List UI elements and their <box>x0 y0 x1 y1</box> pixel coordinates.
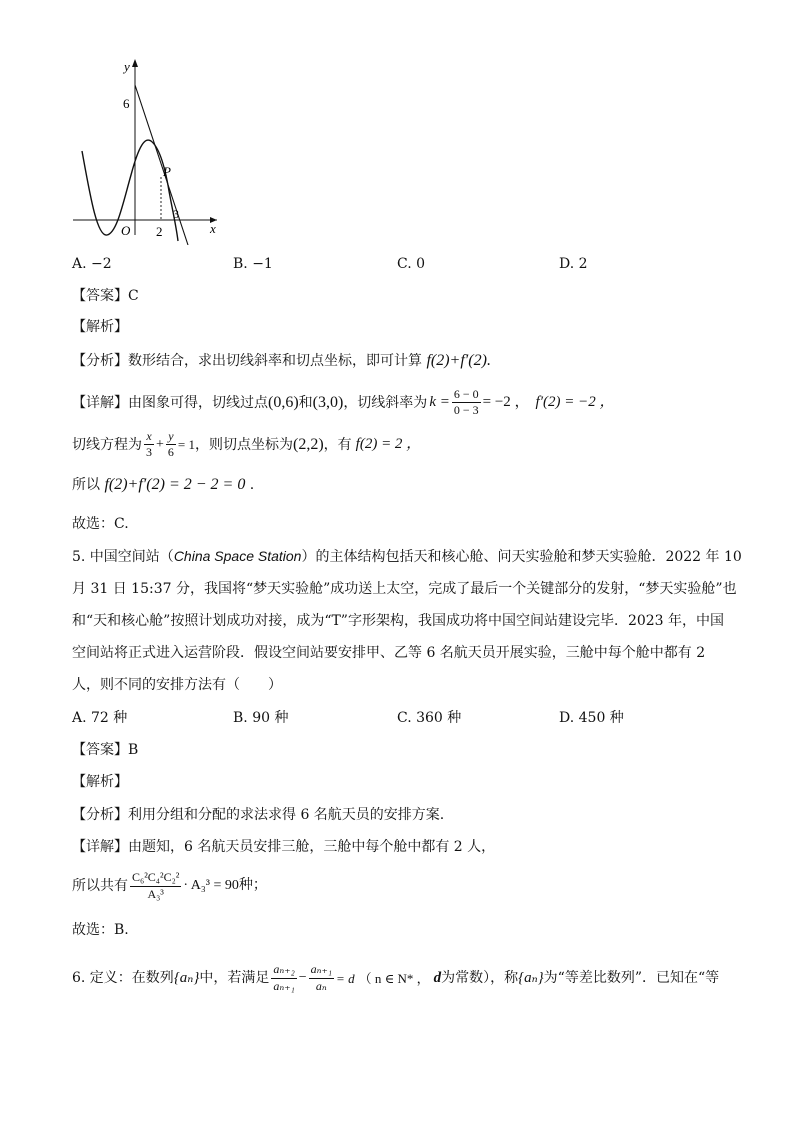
q5-sum-line <box>72 866 267 906</box>
q4-eq1: = 1 <box>177 437 195 453</box>
q6-mid1: 中，若满足 <box>199 970 270 986</box>
q5-line4: 空间站将正式进入运营阶段．假设空间站要安排甲、乙等 6 名航天员开展实验，三舱中每个舱中都有 2 <box>72 645 706 661</box>
q4-frac-y-den: 6 <box>167 445 174 460</box>
q6-d: d <box>433 969 442 986</box>
q4-choose: 故选：C. <box>72 516 129 532</box>
q4-line3-dot: . <box>249 477 255 493</box>
q4-line3-expr: f(2)+f′(2) = 2 − 2 = 0 <box>104 476 246 493</box>
q5-sum-num: C₆²C₄²C₂² <box>130 871 181 886</box>
q4-f2: f(2) = 2 ， <box>355 436 422 453</box>
q4-detail-line1 <box>72 388 614 417</box>
q4-detail-line3 <box>72 477 254 493</box>
q5-sum-prefix: 所以共有 <box>72 878 128 894</box>
q4-point-3: (2,2) <box>293 435 324 453</box>
q6-frac2-den: aₙ <box>315 978 327 993</box>
y-axis-arrow <box>132 59 138 67</box>
q6-frac-1 <box>271 963 296 992</box>
label-x: x <box>210 221 216 236</box>
q4-point-2: (3,0) <box>312 393 344 411</box>
q6-eq-d: = d <box>336 970 355 986</box>
label-6: 6 <box>123 96 130 111</box>
q6-an2: {aₙ} <box>518 969 544 986</box>
q4-analysis-expr: f(2)+f′(2). <box>426 352 491 369</box>
q5-option-c: C. 360 种 <box>397 710 462 726</box>
q6-frac2-num: aₙ₊₁ <box>309 963 334 978</box>
q5-line5: 人，则不同的安排方法有（ ） <box>72 677 282 693</box>
q4-slope-text: ，切线斜率为 <box>343 394 428 411</box>
tangent-line <box>135 85 188 245</box>
q5-answer: 【答案】B <box>72 742 139 758</box>
q4-line2-prefix: 切线方程为 <box>72 436 142 453</box>
q4-frac-x-den: 3 <box>146 445 152 460</box>
q4-fprime: f′(2) = −2 ， <box>535 394 615 411</box>
q5-analysis: 【分析】利用分组和分配的求法求得 6 名航天员的安排方案. <box>72 807 445 823</box>
q6-frac1-num: aₙ₊₂ <box>271 963 296 978</box>
q4-point-1: (0,6) <box>268 393 299 411</box>
q6-an: {aₙ} <box>173 969 200 986</box>
q4-jiexi: 【解析】 <box>72 319 128 335</box>
q5-line2: 月 31 日 15:37 分，我国将“梦天实验舱”成功送上太空，完成了最后一个关键部分的发射，“梦天实验舱”也 <box>72 581 737 597</box>
label-P: P <box>163 164 171 179</box>
q5-option-a: A. 72 种 <box>72 710 128 726</box>
q5-choose: 故选：B. <box>72 922 129 938</box>
q4-option-c: C. 0 <box>397 256 426 272</box>
q4-and: 和 <box>298 394 313 411</box>
q4-detail-prefix: 【详解】由图象可得，切线过点 <box>72 394 268 411</box>
q4-slope-den: 0 − 3 <box>453 403 479 418</box>
q5-line1-b: ）的主体结构包括天和核心舱、问天实验舱和梦天实验舱．2022 年 10 <box>301 549 742 565</box>
q5-line3: 和“天和核心舱”按照计划成功对接，成为“T”字形架构，我国成功将中国空间站建设完毕．2023 年，中国 <box>72 613 725 629</box>
q4-k-eq: k = <box>429 394 450 411</box>
q6-tail: 为“等差比数列”．已知在“等 <box>543 970 720 986</box>
q6-cond2: 为常数），称 <box>441 970 519 986</box>
q4-answer: 【答案】C <box>72 288 139 304</box>
label-y: y <box>124 59 130 74</box>
q6-frac-2 <box>309 963 334 992</box>
q4-line2-mid: ，则切点坐标为 <box>195 436 293 453</box>
q5-line1 <box>72 549 742 564</box>
q5-option-d: D. 450 种 <box>559 710 624 726</box>
q4-slope-result: = −2 ， <box>482 394 530 411</box>
q4-option-b: B. −1 <box>233 256 273 272</box>
q4-analysis-text: 【分析】数形结合，求出切线斜率和切点坐标，即可计算 <box>72 353 422 369</box>
q6-frac1-den: aₙ₊₁ <box>273 978 295 993</box>
q4-frac-y-num: y <box>166 430 175 445</box>
q4-option-a: A. −2 <box>72 256 112 272</box>
q6-minus: − <box>298 970 307 985</box>
q4-detail-line2 <box>72 430 421 459</box>
q4-slope-num: 6 − 0 <box>452 388 481 403</box>
q4-line2-tail: ，有 <box>323 436 352 453</box>
label-2: 2 <box>156 224 163 239</box>
label-3: 3 <box>173 207 179 221</box>
q4-option-d: D. 2 <box>559 256 588 272</box>
q4-plus: + <box>156 436 164 452</box>
q4-frac-y6 <box>166 430 176 459</box>
label-O: O <box>121 223 131 238</box>
q5-sum-den: A₃³ <box>147 886 164 901</box>
q5-sum-tail: · A₃³ = 90种； <box>183 878 267 893</box>
q4-analysis <box>72 353 491 369</box>
q6-prefix: 6. 定义：在数列 <box>72 970 174 986</box>
q5-detail: 【详解】由题知，6 名航天员安排三舱，三舱中每个舱中都有 2 人， <box>72 839 496 855</box>
q5-line1-en: China Space Station <box>173 548 302 564</box>
q4-line3-prefix: 所以 <box>72 477 100 493</box>
q5-sum-fraction <box>130 871 181 900</box>
q5-jiexi: 【解析】 <box>72 774 128 790</box>
q5-option-b: B. 90 种 <box>233 710 289 726</box>
q4-slope-fraction <box>452 388 481 417</box>
q4-frac-x3 <box>144 430 154 459</box>
q5-line1-a: 5. 中国空间站（ <box>72 549 174 565</box>
function-graph <box>65 55 230 245</box>
q4-frac-x-num: x <box>144 430 153 445</box>
q6-line1 <box>72 958 719 998</box>
q6-cond: （ n ∈ N* ， <box>358 970 430 986</box>
